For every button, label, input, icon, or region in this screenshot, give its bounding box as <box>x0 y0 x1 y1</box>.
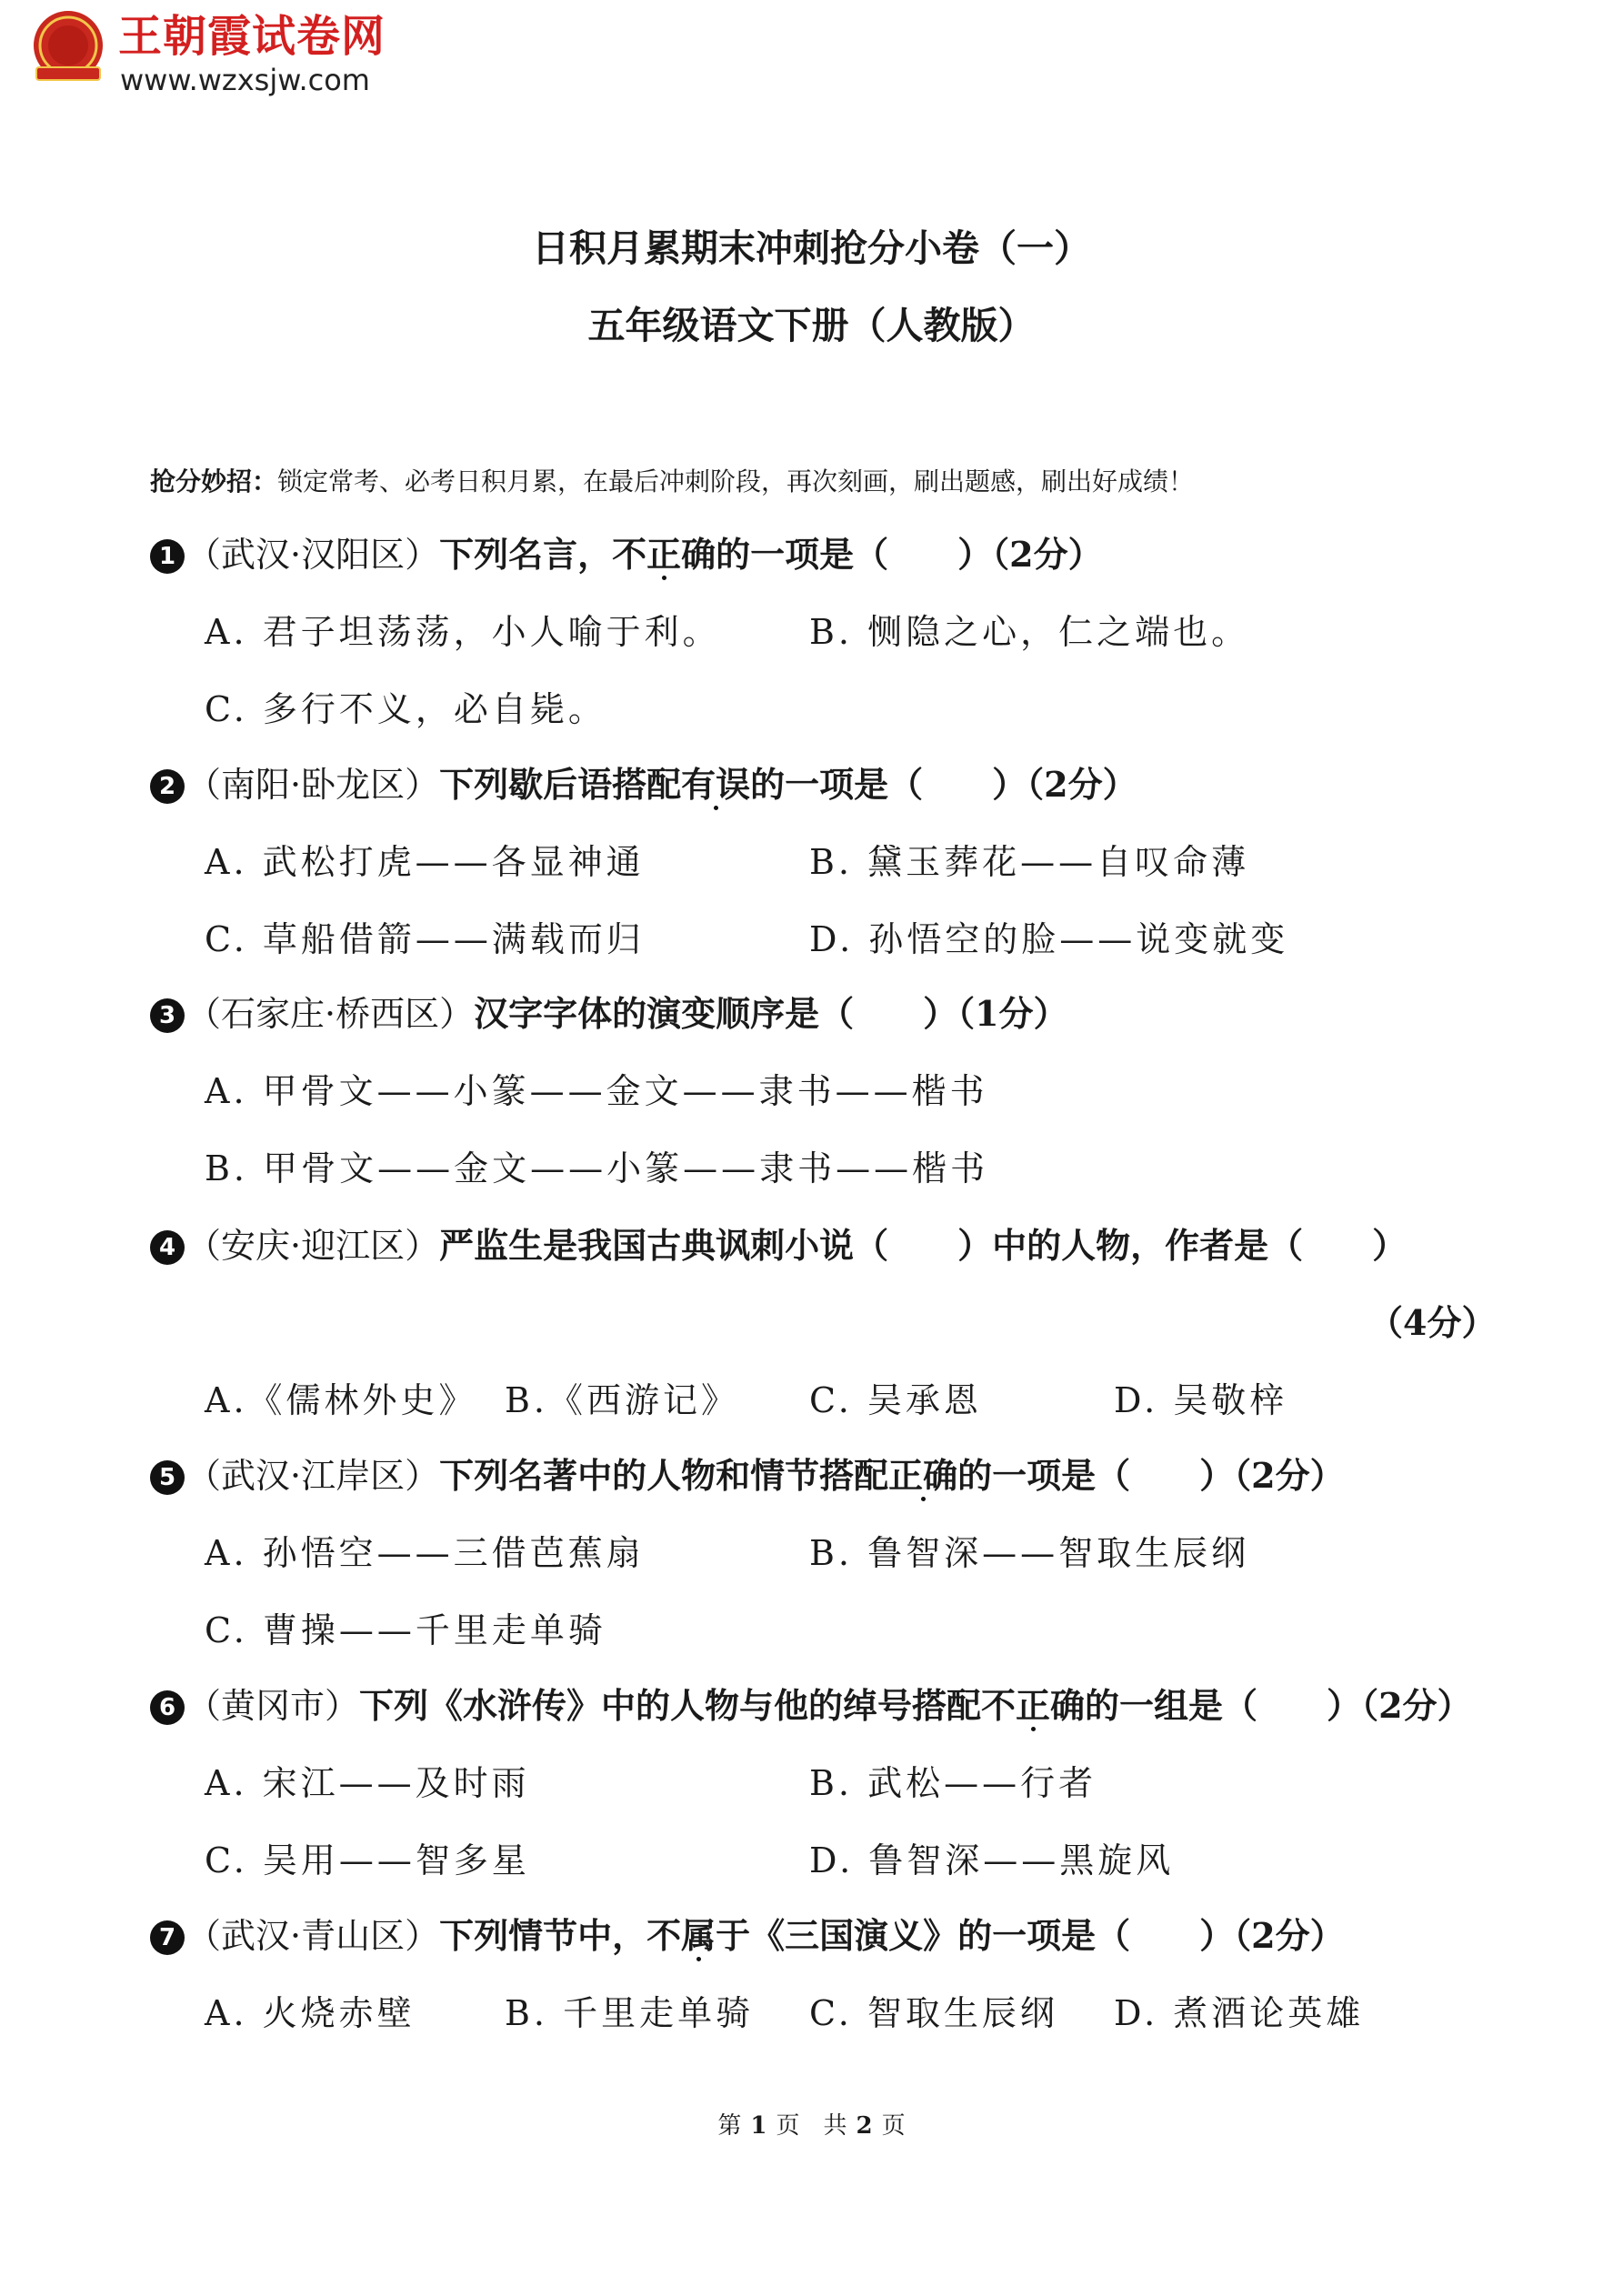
question-emphasis: 正确 <box>888 1455 958 1496</box>
question-number-badge: 1 <box>150 539 185 574</box>
question-score: （2分） <box>1027 764 1137 805</box>
footer-total-pages: 2 <box>856 2112 873 2140</box>
footer-page-number: 1 <box>750 2112 767 2140</box>
question-3 <box>150 991 1068 1037</box>
option-b[interactable]: B.《西游记》 <box>505 1380 740 1420</box>
question-stem: 严监生是我国古典讽刺小说（ ）中的人物，作者是（ ） <box>439 1225 1408 1266</box>
question-number-badge: 4 <box>150 1230 185 1265</box>
question-stem-end: 的一项是（ ） <box>750 764 1027 805</box>
option-b[interactable]: B. 千里走单骑 <box>505 1993 755 2033</box>
question-stem-end: 《三国演义》的一项是（ ） <box>750 1915 1235 1956</box>
tip-text: 锁定常考、必考日积月累，在最后冲刺阶段，再次刻画，刷出题感，刷出好成绩！ <box>277 466 1195 496</box>
question-score: （1分） <box>957 993 1068 1034</box>
option-d[interactable]: D. 煮酒论英雄 <box>1114 1993 1365 2033</box>
tip-label: 抢分妙招： <box>150 466 278 496</box>
question-emphasis: 不属于 <box>646 1915 751 1956</box>
question-score: （2分） <box>1234 1455 1345 1496</box>
footer-suffix: 页 <box>881 2112 906 2140</box>
question-number-badge: 6 <box>150 1690 185 1725</box>
question-emphasis: 不正确 <box>612 534 716 575</box>
site-url[interactable]: www.wzxsjw.com <box>120 63 370 97</box>
question-source: （武汉·江岸区） <box>186 1456 440 1496</box>
question-source: （武汉·汉阳区） <box>186 535 440 575</box>
question-stem: 下列《水浒传》中的人物与他的绰号搭配 <box>359 1685 982 1726</box>
option-b[interactable]: B. 恻隐之心，仁之端也。 <box>809 612 1250 652</box>
question-score: （4分） <box>1368 1302 1497 1343</box>
option-a[interactable]: A. 宋江——及时雨 <box>205 1763 530 1803</box>
question-source: （黄冈市） <box>186 1686 360 1726</box>
question-7 <box>150 1913 1345 1959</box>
option-d[interactable]: D. 吴敬梓 <box>1114 1380 1288 1420</box>
option-b[interactable]: B. 甲骨文——金文——小篆——隶书——楷书 <box>205 1148 989 1188</box>
option-d[interactable]: D. 孙悟空的脸——说变就变 <box>809 919 1289 959</box>
option-b[interactable]: B. 武松——行者 <box>809 1763 1097 1803</box>
question-stem: 下列歇后语搭配 <box>439 764 682 805</box>
page-subtitle: 五年级语文下册（人教版） <box>587 304 1036 347</box>
question-number-badge: 5 <box>150 1460 185 1495</box>
option-a[interactable]: A. 火烧赤壁 <box>205 1993 416 2033</box>
option-a[interactable]: A.《儒林外史》 <box>205 1380 477 1420</box>
question-source: （南阳·卧龙区） <box>186 765 440 805</box>
question-number-badge: 2 <box>150 769 185 804</box>
tip-line <box>150 464 1194 500</box>
page-footer <box>0 2110 1623 2142</box>
option-a[interactable]: A. 君子坦荡荡，小人喻于利。 <box>205 612 721 652</box>
question-source: （安庆·迎江区） <box>186 1226 440 1266</box>
question-stem-end: 的一项是（ ） <box>716 534 993 575</box>
option-c[interactable]: C. 曹操——千里走单骑 <box>205 1610 606 1650</box>
question-1 <box>150 532 1103 577</box>
option-a[interactable]: A. 孙悟空——三借芭蕉扇 <box>205 1533 645 1573</box>
option-c[interactable]: C. 草船借箭——满载而归 <box>205 919 645 959</box>
question-stem-end: 的一项是（ ） <box>957 1455 1235 1496</box>
question-number-badge: 7 <box>150 1920 185 1955</box>
question-stem-end: 的一组是（ ） <box>1085 1685 1362 1726</box>
question-score: （2分） <box>1234 1915 1345 1956</box>
option-a[interactable]: A. 甲骨文——小篆——金文——隶书——楷书 <box>205 1071 988 1111</box>
option-c[interactable]: C. 吴承恩 <box>809 1380 982 1420</box>
question-emphasis: 有误 <box>681 764 751 805</box>
question-2 <box>150 762 1137 807</box>
question-stem: 汉字字体的演变顺序是（ ） <box>474 993 958 1034</box>
option-b[interactable]: B. 黛玉葬花——自叹命薄 <box>809 842 1250 882</box>
option-a[interactable]: A. 武松打虎——各显神通 <box>205 842 645 882</box>
question-stem: 下列名言， <box>439 534 613 575</box>
question-source: （石家庄·桥西区） <box>186 994 475 1034</box>
question-score: （2分） <box>992 534 1103 575</box>
option-c[interactable]: C. 多行不义，必自毙。 <box>205 689 606 729</box>
site-brand-name: 王朝霞试卷网 <box>118 11 386 62</box>
page-title: 日积月累期末冲刺抢分小卷（一） <box>532 226 1091 270</box>
option-b[interactable]: B. 鲁智深——智取生辰纲 <box>809 1533 1250 1573</box>
option-c[interactable]: C. 吴用——智多星 <box>205 1840 530 1880</box>
footer-middle: 页 共 <box>776 2112 847 2140</box>
question-stem: 下列情节中， <box>439 1915 647 1956</box>
option-d[interactable]: D. 鲁智深——黑旋风 <box>809 1840 1175 1880</box>
option-c[interactable]: C. 智取生辰纲 <box>809 1993 1058 2033</box>
question-score: （2分） <box>1361 1685 1472 1726</box>
footer-prefix: 第 <box>717 2112 742 2140</box>
question-4 <box>150 1223 1407 1268</box>
question-source: （武汉·青山区） <box>186 1916 440 1956</box>
site-logo-seal <box>27 7 109 89</box>
question-number-badge: 3 <box>150 998 185 1033</box>
question-emphasis: 不正确 <box>981 1685 1086 1726</box>
question-stem: 下列名著中的人物和情节搭配 <box>439 1455 889 1496</box>
question-5 <box>150 1453 1345 1499</box>
question-6 <box>150 1683 1472 1729</box>
